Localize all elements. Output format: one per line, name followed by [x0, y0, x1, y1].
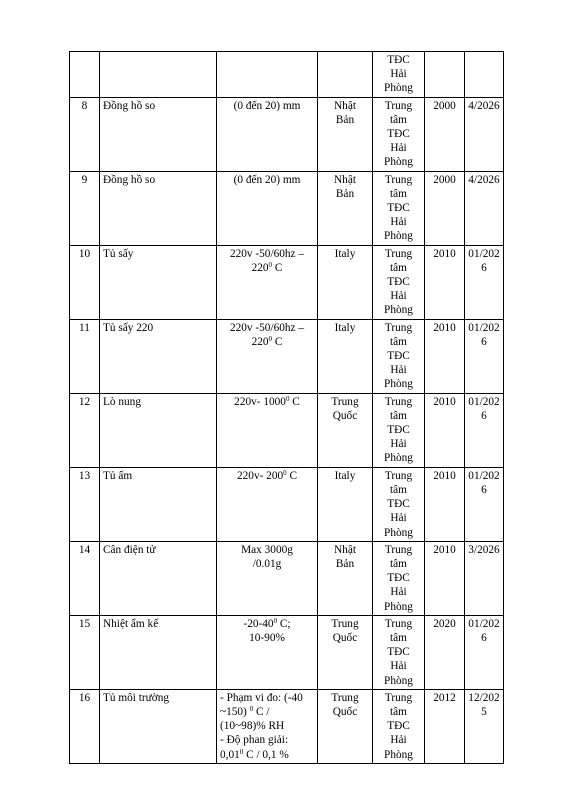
origin-line: Bản [335, 187, 355, 200]
location-line: tâm [390, 409, 407, 422]
location-line: TĐC [387, 572, 410, 585]
location-line: TĐC [387, 276, 410, 289]
origin-line: Quốc [332, 409, 358, 422]
cell-no: 10 [70, 245, 100, 319]
origin-line: Italy [334, 321, 356, 334]
location-line: Phòng [384, 674, 413, 687]
spec-line: - Phạm vi đo: (-40 [220, 691, 303, 704]
cell-name: Lò nung [100, 393, 217, 467]
cell-no: 12 [70, 393, 100, 467]
cell-location [373, 615, 425, 689]
location-line: Trung [384, 543, 413, 556]
location-line: TĐC [387, 350, 410, 363]
cell-origin [318, 467, 373, 541]
location-line: tâm [390, 113, 407, 126]
cell-name [100, 52, 217, 98]
spec-line: 10-90% [249, 631, 285, 644]
origin-line: Bản [335, 557, 355, 570]
location-line: Hải [390, 586, 407, 599]
cell-no: 8 [70, 97, 100, 171]
location-line: TĐC [387, 202, 410, 215]
spec-line: Max 3000g [241, 543, 293, 556]
location-line: TĐC [387, 424, 410, 437]
cell-due: 01/2026 [465, 319, 504, 393]
table-row [70, 393, 504, 467]
cell-origin [318, 171, 373, 245]
location-line: TĐC [387, 498, 410, 511]
location-line: tâm [390, 557, 407, 570]
degree-superscript: 0 [268, 334, 273, 343]
origin-line: Quốc [332, 631, 358, 644]
cell-no: 9 [70, 171, 100, 245]
location-line: Hải [390, 660, 407, 673]
cell-name: Đồng hồ so [100, 171, 217, 245]
table-row [70, 541, 504, 615]
table-row-continued [70, 52, 504, 98]
spec-line: - Độ phan giải: [220, 734, 289, 747]
spec-line: ~150) $^0$ C / [220, 704, 270, 718]
cell-location [373, 319, 425, 393]
table-row [70, 689, 504, 763]
location-line: Phòng [384, 748, 413, 761]
origin-line: Nhật [334, 99, 356, 112]
table-row [70, 171, 504, 245]
cell-location [373, 467, 425, 541]
origin-line: Italy [334, 469, 356, 482]
cell-name: Tủ sấy [100, 245, 217, 319]
cell-due: 01/2026 [465, 467, 504, 541]
location-line: Phòng [384, 82, 413, 95]
cell-year: 2010 [425, 319, 465, 393]
degree-superscript: 0 [273, 616, 278, 625]
location-line: Phòng [384, 378, 413, 391]
table-row [70, 97, 504, 171]
cell-name: Cân điện tử [100, 541, 217, 615]
cell-location [373, 689, 425, 763]
cell-name: Tủ môi trường [100, 689, 217, 763]
location-line: Trung [384, 617, 413, 630]
origin-line: Trung [331, 395, 359, 408]
location-line: Phòng [384, 230, 413, 243]
spec-line: 220v- 1000$^0$ C [234, 394, 300, 408]
location-line: tâm [390, 631, 407, 644]
table-row [70, 467, 504, 541]
cell-location [373, 97, 425, 171]
cell-spec [217, 97, 318, 171]
origin-line: Quốc [332, 705, 358, 718]
location-line: tâm [390, 187, 407, 200]
cell-due: 4/2026 [465, 97, 504, 171]
degree-superscript: 0 [283, 468, 287, 477]
location-line: Trung [384, 99, 413, 112]
cell-spec [217, 52, 318, 98]
cell-no: 11 [70, 319, 100, 393]
cell-location [373, 52, 425, 98]
location-line: Phòng [384, 156, 413, 169]
location-line: Hải [390, 216, 407, 229]
cell-location [373, 245, 425, 319]
spec-line: $220^0$ C [251, 334, 283, 348]
location-line: Phòng [384, 600, 413, 613]
cell-year: 2010 [425, 245, 465, 319]
location-line: tâm [390, 335, 407, 348]
location-line: tâm [390, 483, 407, 496]
degree-superscript: 0 [249, 704, 254, 713]
location-line: Phòng [384, 452, 413, 465]
spec-line: 220v -50/60hz – [229, 247, 305, 260]
cell-spec [217, 541, 318, 615]
spec-line: 220v- $200^0$ C [237, 468, 297, 482]
cell-location [373, 171, 425, 245]
cell-due: 01/2026 [465, 393, 504, 467]
cell-origin [318, 245, 373, 319]
cell-year: 2000 [425, 97, 465, 171]
equipment-table-body [70, 52, 504, 764]
spec-line: (10~98)% RH [220, 720, 285, 733]
cell-origin [318, 319, 373, 393]
degree-superscript: 0 [268, 260, 273, 269]
location-line: Trung [384, 173, 413, 186]
cell-year [425, 52, 465, 98]
location-line: Hải [390, 142, 407, 155]
spec-line: (0 đến 20) mm [233, 99, 301, 112]
cell-origin [318, 689, 373, 763]
cell-no [70, 52, 100, 98]
location-line: Hải [390, 290, 407, 303]
cell-location [373, 393, 425, 467]
cell-year: 2010 [425, 541, 465, 615]
cell-origin [318, 615, 373, 689]
location-line: Hải [390, 734, 407, 747]
origin-line: Trung [331, 617, 359, 630]
cell-due [465, 52, 504, 98]
cell-origin [318, 541, 373, 615]
cell-due: 12/2025 [465, 689, 504, 763]
spec-line: (0 đến 20) mm [233, 173, 301, 186]
cell-year: 2010 [425, 467, 465, 541]
location-line: Trung [384, 321, 413, 334]
cell-due: 01/2026 [465, 245, 504, 319]
cell-spec [217, 171, 318, 245]
cell-spec [217, 319, 318, 393]
cell-origin [318, 52, 373, 98]
location-line: TĐC [387, 54, 410, 66]
cell-no: 13 [70, 467, 100, 541]
cell-spec [217, 393, 318, 467]
cell-due: 01/2026 [465, 615, 504, 689]
location-line: tâm [390, 261, 407, 274]
equipment-table [69, 51, 504, 764]
cell-location [373, 541, 425, 615]
spec-line: $220^0$ C [251, 260, 283, 274]
cell-spec [217, 689, 318, 763]
cell-no: 16 [70, 689, 100, 763]
location-line: TĐC [387, 646, 410, 659]
cell-year: 2000 [425, 171, 465, 245]
cell-year: 2012 [425, 689, 465, 763]
cell-spec [217, 467, 318, 541]
spec-line: /0.01g [252, 557, 282, 570]
cell-no: 15 [70, 615, 100, 689]
origin-line: Nhật [334, 543, 356, 556]
location-line: Trung [384, 691, 413, 704]
cell-name: Đồng hồ so [100, 97, 217, 171]
spec-line: $-20-40^0$ C; [243, 616, 291, 630]
cell-name: Tủ sấy 220 [100, 319, 217, 393]
origin-line: Trung [331, 691, 359, 704]
location-line: Hải [390, 364, 407, 377]
location-line: tâm [390, 705, 407, 718]
location-line: Trung [384, 395, 413, 408]
origin-line: Nhật [334, 173, 356, 186]
cell-due: 4/2026 [465, 171, 504, 245]
table-row [70, 615, 504, 689]
location-line: Phòng [384, 526, 413, 539]
degree-superscript: 0 [285, 394, 290, 403]
cell-origin [318, 97, 373, 171]
location-line: Trung [384, 469, 413, 482]
cell-name: Tủ ấm [100, 467, 217, 541]
cell-spec [217, 245, 318, 319]
table-row [70, 319, 504, 393]
cell-spec [217, 615, 318, 689]
cell-no: 14 [70, 541, 100, 615]
origin-line: Italy [334, 247, 356, 260]
cell-due: 3/2026 [465, 541, 504, 615]
location-line: Hải [390, 512, 407, 525]
cell-name: Nhiệt ẩm kế [100, 615, 217, 689]
location-line: TĐC [387, 720, 410, 733]
cell-year: 2010 [425, 393, 465, 467]
location-line: TĐC [387, 128, 410, 141]
cell-origin [318, 393, 373, 467]
table-row [70, 245, 504, 319]
cell-year: 2020 [425, 615, 465, 689]
location-line: Hải [390, 68, 407, 81]
degree-superscript: 0 [239, 747, 244, 756]
spec-line: 0,01$^0$ C / 0,1 % [220, 747, 289, 761]
spec-line: 220v -50/60hz – [229, 321, 305, 334]
location-line: Phòng [384, 304, 413, 317]
location-line: Hải [390, 438, 407, 451]
origin-line: Bản [335, 113, 355, 126]
location-line: Trung [384, 247, 413, 260]
